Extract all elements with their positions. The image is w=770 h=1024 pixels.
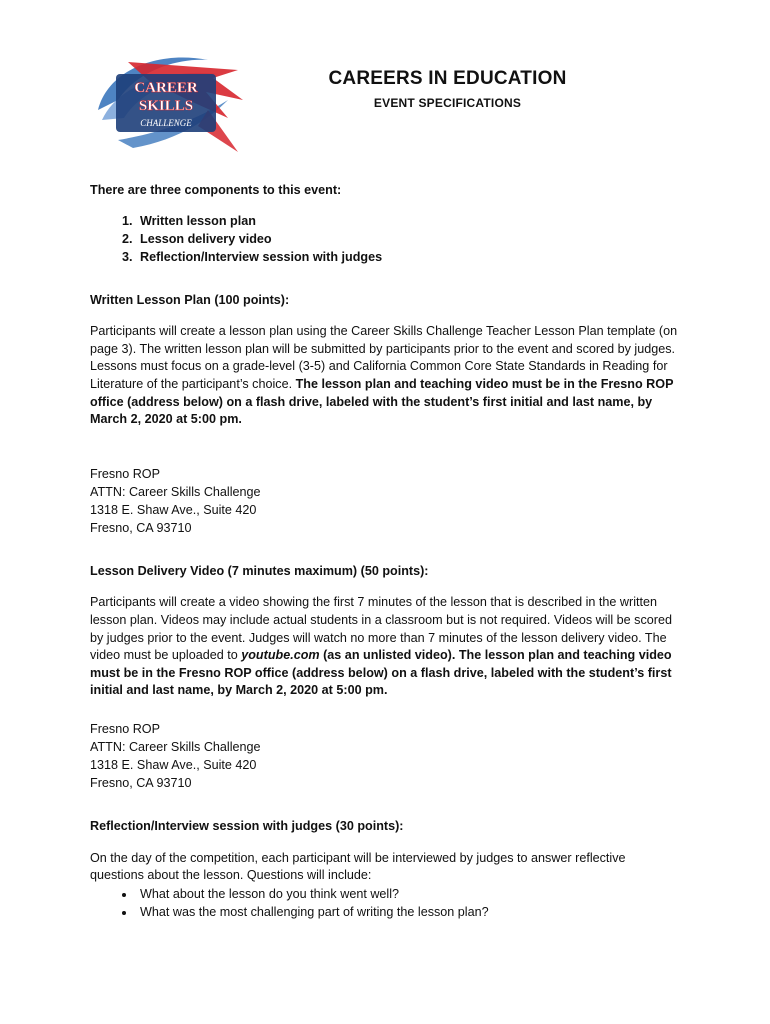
logo-text-line1: CAREER — [134, 80, 198, 96]
question-item: • What about the lesson do you think went well? — [136, 885, 680, 903]
component-item: 1. Written lesson plan — [136, 212, 680, 230]
address-line: ATTN: Career Skills Challenge — [90, 739, 261, 754]
address-block — [90, 465, 680, 537]
document-body — [90, 182, 680, 921]
page-title: CAREERS IN EDUCATION — [328, 68, 567, 89]
logo-text-line3: CHALLENGE — [140, 118, 192, 128]
video-heading: Lesson Delivery Video (7 minutes maximum) (50 points): — [90, 563, 429, 578]
components-list — [90, 212, 680, 266]
video-deadline: (as an unlisted video). The lesson plan and teaching video must be in the Fresno ROP office (address below) on a flash drive, labeled with the student’s first initial and last name, by March 2, 2020 at 5:00 pm. — [90, 648, 672, 698]
address-block — [90, 720, 680, 792]
component-item: 3. Reflection/Interview session with judges — [136, 248, 680, 266]
address-line: 1318 E. Shaw Ave., Suite 420 — [90, 502, 257, 517]
address-line: Fresno, CA 93710 — [90, 520, 192, 535]
reflection-text: On the day of the competition, each participant will be interviewed by judges to answer reflective questions about the lesson. Questions will include: — [90, 850, 626, 883]
address-line: Fresno ROP — [90, 466, 160, 481]
component-item: 2. Lesson delivery video — [136, 230, 680, 248]
reflection-heading: Reflection/Interview session with judges (30 points): — [90, 818, 404, 833]
address-line: 1318 E. Shaw Ave., Suite 420 — [90, 757, 257, 772]
logo-text-line2: SKILLS — [138, 98, 194, 114]
address-line: ATTN: Career Skills Challenge — [90, 484, 261, 499]
career-skills-challenge-logo — [88, 40, 248, 160]
intro-lead: There are three components to this event: — [90, 183, 342, 197]
written-plan-heading: Written Lesson Plan (100 points): — [90, 292, 290, 307]
page-subtitle: EVENT SPECIFICATIONS — [373, 96, 522, 110]
written-plan-deadline: The lesson plan and teaching video must be in the Fresno ROP office (address below) on a flash drive, labeled with the student’s first initial and last name, by March 2, 2020 at 5:00 pm. — [90, 376, 674, 427]
written-plan-paragraph — [90, 323, 680, 429]
video-text: Participants will create a video showing the first 7 minutes of the lesson that is described in the written lesson plan. Videos may include actual students in a classroom but is not required. Videos will be scored by judges prior to the event. Judges will watch no more than 7 minutes of the lesson delivery video. The video must be uploaded to — [90, 595, 672, 663]
youtube-link[interactable]: youtube.com — [241, 648, 320, 663]
video-paragraph — [90, 594, 680, 700]
address-line: Fresno, CA 93710 — [90, 775, 192, 790]
address-line: Fresno ROP — [90, 721, 160, 736]
written-plan-text: Participants will create a lesson plan using the Career Skills Challenge Teacher Lesson Plan template (on page 3). The written lesson plan will be submitted by participants prior to the event and scored by judges. Lessons must focus on a grade-level (3-5) and California Common Core State Standards in Reading for Literature of the participant’s choice. — [90, 324, 678, 391]
question-item: • What was the most challenging part of writing the lesson plan? — [136, 903, 680, 921]
reflection-questions — [90, 885, 680, 921]
